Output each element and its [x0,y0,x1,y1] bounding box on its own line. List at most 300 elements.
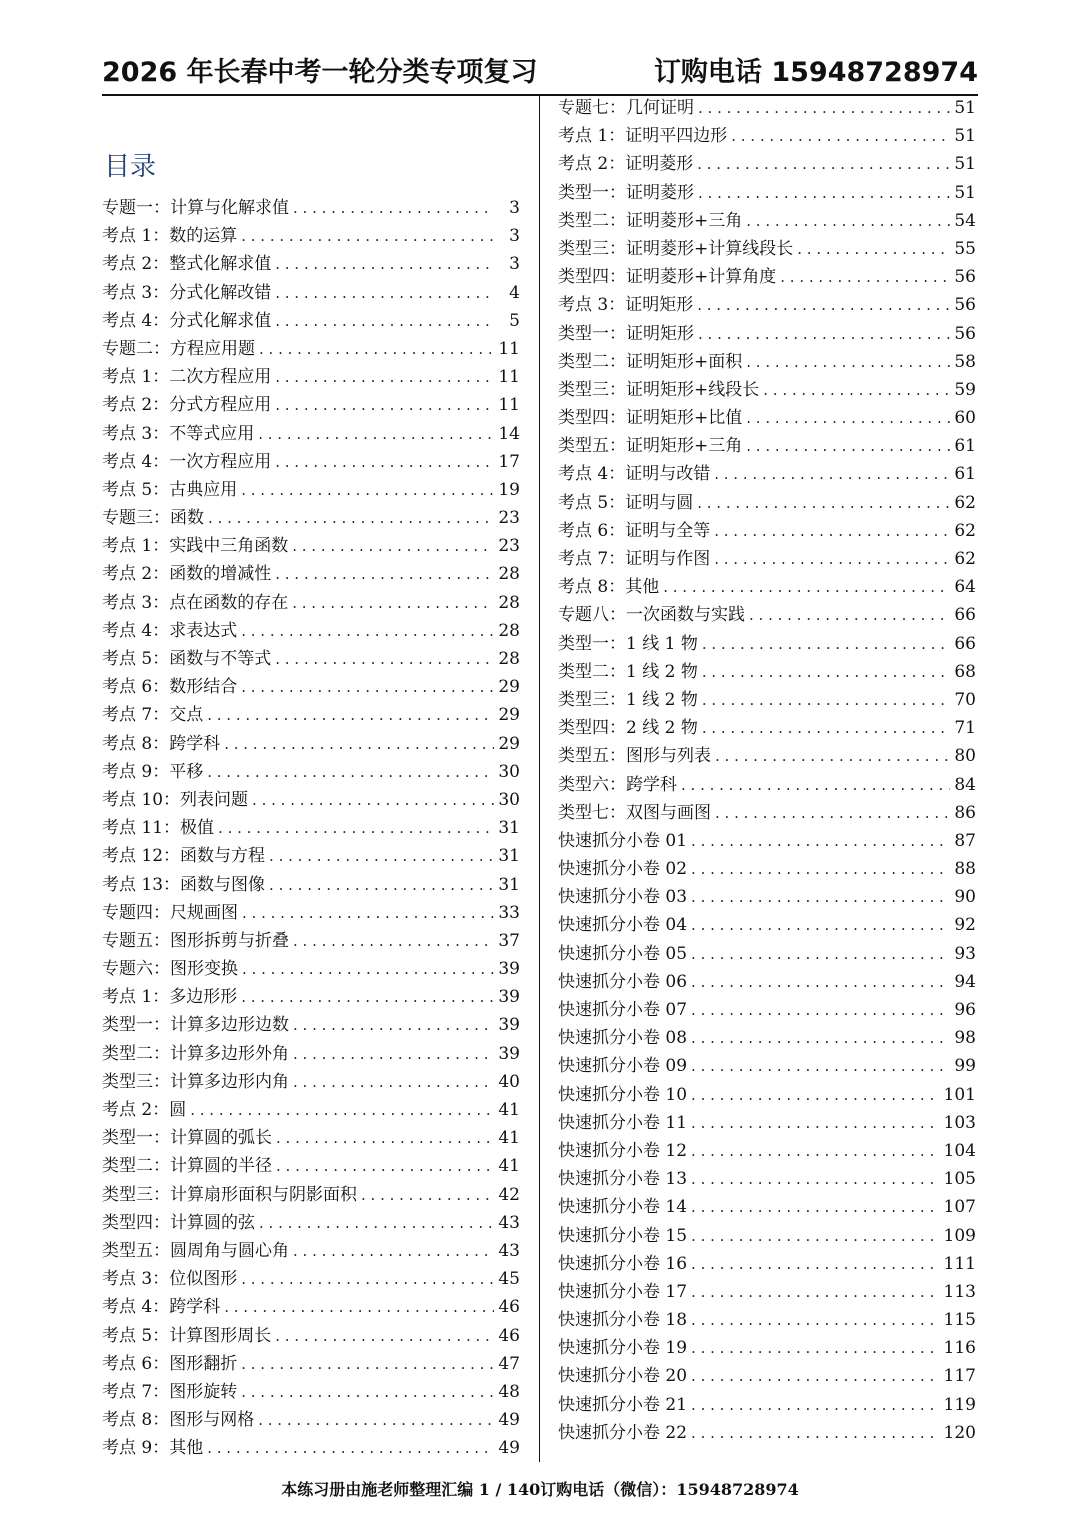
toc-entry[interactable] [102,814,520,842]
toc-entry-page: 30 [498,761,520,782]
toc-entry-label: 快速抓分小卷 08 [558,1028,688,1049]
dot-leader [275,645,494,673]
toc-entry-page: 92 [954,915,976,936]
dot-leader [691,855,950,883]
dot-leader [691,940,950,968]
toc-entry-page: 107 [943,1197,976,1218]
toc-entry-label: 考点 11：极值 [102,818,215,839]
dot-leader [241,673,494,701]
toc-entry[interactable] [558,235,976,263]
toc-entry-page: 66 [954,605,976,626]
dot-leader [698,320,950,348]
toc-entry-label: 快速抓分小卷 15 [558,1225,688,1246]
dot-leader [252,786,494,814]
dot-leader [258,420,494,448]
toc-entry-page: 30 [498,789,520,810]
toc-entry[interactable] [558,348,976,376]
toc-entry-label: 考点 4：跨学科 [102,1297,221,1318]
toc-entry[interactable] [558,179,976,207]
dot-leader [293,194,494,222]
toc-entry-page: 47 [498,1353,520,1374]
toc-entry-label: 考点 4：证明与改错 [558,464,711,485]
dot-leader [361,1181,494,1209]
toc-entry[interactable] [102,560,520,588]
toc-entry-page: 48 [498,1381,520,1402]
toc-entry-label: 考点 2：证明菱形 [558,154,694,175]
toc-entry-page: 29 [498,705,520,726]
toc-entry[interactable] [558,1391,976,1419]
toc-entry[interactable] [558,630,976,658]
toc-entry[interactable] [102,645,520,673]
dot-leader [241,476,494,504]
toc-entry-label: 考点 1：实践中三角函数 [102,536,289,557]
dot-leader [242,955,494,983]
toc-entry-label: 考点 3：点在函数的存在 [102,592,289,613]
toc-entry-label: 类型二：计算多边形外角 [102,1043,289,1064]
toc-entry[interactable] [102,871,520,899]
toc-entry-label: 快速抓分小卷 13 [558,1169,688,1190]
toc-entry-label: 类型四：证明菱形+计算角度 [558,267,777,288]
toc-entry-page: 31 [498,846,520,867]
toc-entry-page: 94 [954,971,976,992]
dot-leader [241,617,494,645]
toc-entry[interactable] [558,601,976,629]
toc-entry[interactable] [558,1165,976,1193]
toc-entry-page: 41 [498,1128,520,1149]
order-phone: 订购电话 15948728974 [653,57,978,88]
toc-entry-label: 考点 4：分式化解求值 [102,310,272,331]
toc-entry-label: 考点 1：二次方程应用 [102,367,272,388]
dot-leader [293,1068,494,1096]
toc-entry[interactable] [558,320,976,348]
toc-entry-page: 39 [498,1043,520,1064]
toc-entry[interactable] [558,122,976,150]
dot-leader [715,742,950,770]
toc-entry-page: 62 [954,549,976,569]
toc-entry-label: 类型三：计算多边形内角 [102,1071,289,1092]
toc-entry-page: 23 [498,508,520,529]
toc-entry[interactable] [102,842,520,870]
toc-entry[interactable] [102,927,520,955]
dot-leader [691,1137,940,1165]
toc-entry[interactable] [102,589,520,617]
toc-entry-page: 71 [954,718,976,739]
toc-entry-page: 111 [943,1253,976,1274]
dot-leader [190,1096,494,1124]
toc-entry-page: 37 [498,930,520,951]
toc-right-column [558,94,976,1447]
toc-entry-page: 99 [954,1056,976,1077]
toc-entry[interactable] [558,1362,976,1390]
toc-entry[interactable] [102,1350,520,1378]
toc-entry-page: 28 [498,592,520,613]
toc-entry-label: 类型五：证明矩形+三角 [558,436,743,457]
toc-entry-page: 51 [954,98,976,118]
toc-entry-label: 类型三：证明菱形+计算线段长 [558,238,794,259]
toc-entry-label: 考点 13：函数与图像 [102,874,266,895]
toc-entry-label: 快速抓分小卷 01 [558,830,688,851]
toc-entry-label: 考点 5：计算图形周长 [102,1325,272,1346]
toc-entry[interactable] [102,222,520,250]
toc-entry-page: 105 [943,1169,976,1190]
toc-entry-page: 113 [943,1281,976,1302]
toc-entry-page: 39 [498,987,520,1008]
toc-entry-page: 104 [943,1140,976,1161]
toc-entry[interactable] [102,1181,520,1209]
toc-entry[interactable] [558,545,976,573]
dot-leader [714,517,950,545]
toc-entry[interactable] [558,855,976,883]
toc-entry[interactable] [102,194,520,222]
dot-leader [691,911,950,939]
toc-entry-label: 类型四：计算圆的弦 [102,1212,255,1233]
toc-entry-label: 考点 2：分式方程应用 [102,395,272,416]
toc-entry-label: 快速抓分小卷 11 [558,1112,688,1133]
toc-entry[interactable] [558,799,976,827]
toc-entry-label: 考点 1：数的运算 [102,226,238,247]
toc-entry-page: 56 [954,267,976,288]
toc-entry[interactable] [102,307,520,335]
toc-entry[interactable] [558,489,976,517]
toc-entry[interactable] [102,1011,520,1039]
dot-leader [241,222,494,250]
toc-entry[interactable] [102,701,520,729]
toc-entry-label: 考点 8：其他 [558,577,660,598]
dot-leader [691,1250,940,1278]
toc-entry-label: 类型三：计算扇形面积与阴影面积 [102,1184,357,1205]
toc-entry-label: 快速抓分小卷 05 [558,943,688,964]
toc-entry[interactable] [102,476,520,504]
toc-entry-label: 类型一：计算多边形边数 [102,1015,289,1036]
toc-entry[interactable] [102,730,520,758]
toc-entry[interactable] [558,432,976,460]
dot-leader [207,701,494,729]
dot-leader [691,1334,940,1362]
dot-leader [746,432,950,460]
toc-entry-page: 11 [498,338,520,359]
dot-leader [241,1265,494,1293]
toc-entry-label: 类型五：图形与列表 [558,746,711,767]
toc-entry[interactable] [558,460,976,488]
dot-leader [691,1052,950,1080]
toc-entry[interactable] [102,250,520,278]
toc-entry[interactable] [558,376,976,404]
toc-entry-page: 90 [954,887,976,908]
toc-entry[interactable] [102,1152,520,1180]
dot-leader [697,150,950,178]
toc-entry-page: 61 [954,464,976,485]
toc-entry[interactable] [558,1109,976,1137]
toc-entry-label: 类型三：1 线 2 物 [558,689,698,710]
toc-entry[interactable] [558,1250,976,1278]
toc-entry[interactable] [558,1081,976,1109]
toc-entry[interactable] [558,911,976,939]
toc-entry-page: 103 [943,1112,976,1133]
toc-entry[interactable] [558,686,976,714]
toc-entry-page: 64 [954,577,976,598]
dot-leader [242,899,494,927]
dot-leader [691,883,950,911]
dot-leader [224,1293,494,1321]
dot-leader [275,363,494,391]
toc-entry[interactable] [102,1434,520,1462]
toc-entry-label: 专题三：函数 [102,508,204,529]
toc-entry[interactable] [558,658,976,686]
toc-entry[interactable] [102,786,520,814]
dot-leader [293,1011,494,1039]
toc-entry-page: 31 [498,818,520,839]
toc-entry-page: 41 [498,1100,520,1120]
toc-entry[interactable] [102,504,520,532]
dot-leader [691,1391,940,1419]
dot-leader [275,1322,494,1350]
toc-entry[interactable] [558,1024,976,1052]
dot-leader [218,814,494,842]
toc-entry[interactable] [102,448,520,476]
toc-entry[interactable] [558,207,976,235]
toc-entry-label: 考点 3：分式化解改错 [102,282,272,303]
dot-leader [275,250,494,278]
toc-entry-label: 专题一：计算与化解求值 [102,198,289,218]
toc-entry[interactable] [558,1419,976,1447]
toc-entry-page: 23 [498,536,520,557]
toc-entry[interactable] [102,1265,520,1293]
toc-entry-label: 快速抓分小卷 19 [558,1338,688,1359]
dot-leader [702,686,950,714]
toc-entry-label: 考点 9：其他 [102,1438,204,1459]
dot-leader [275,560,494,588]
toc-entry-page: 88 [954,859,976,880]
dot-leader [746,348,950,376]
toc-entry-label: 快速抓分小卷 18 [558,1310,688,1331]
toc-entry-label: 考点 5：函数与不等式 [102,649,272,669]
toc-entry-page: 55 [954,238,976,259]
toc-entry[interactable] [558,996,976,1024]
toc-entry[interactable] [558,291,976,319]
toc-entry-page: 46 [498,1297,520,1318]
toc-entry-label: 类型二：证明菱形+三角 [558,210,743,231]
toc-entry[interactable] [102,1406,520,1434]
toc-entry-label: 快速抓分小卷 14 [558,1197,688,1218]
dot-leader [698,179,950,207]
toc-entry-label: 类型二：计算圆的半径 [102,1156,272,1177]
toc-entry-page: 115 [943,1310,976,1331]
toc-entry-label: 考点 3：不等式应用 [102,423,255,444]
toc-entry-page: 43 [498,1212,520,1233]
toc-entry[interactable] [558,573,976,601]
dot-leader [275,279,494,307]
toc-entry[interactable] [558,1334,976,1362]
toc-entry-page: 45 [498,1269,520,1290]
toc-entry[interactable] [102,1237,520,1265]
toc-entry-page: 28 [498,564,520,585]
toc-entry-label: 考点 6：数形结合 [102,677,238,698]
toc-entry-page: 39 [498,959,520,980]
toc-entry[interactable] [102,1068,520,1096]
dot-leader [780,263,950,291]
toc-entry-page: 31 [498,874,520,895]
toc-entry[interactable] [102,1378,520,1406]
toc-entry-label: 快速抓分小卷 04 [558,915,688,936]
toc-entry[interactable] [558,404,976,432]
dot-leader [293,927,494,955]
toc-entry[interactable] [558,827,976,855]
toc-entry-label: 考点 7：证明与作图 [558,549,711,569]
toc-entry-page: 41 [498,1156,520,1177]
toc-entry-page: 80 [954,746,976,767]
toc-entry-label: 快速抓分小卷 20 [558,1366,688,1387]
toc-entry[interactable] [102,1322,520,1350]
toc-entry-label: 考点 10：列表问题 [102,789,249,810]
dot-leader [691,968,950,996]
toc-entry-label: 快速抓分小卷 03 [558,887,688,908]
toc-entry-page: 5 [509,310,520,331]
toc-entry-page: 29 [498,733,520,754]
toc-entry-label: 考点 8：跨学科 [102,733,221,754]
toc-entry[interactable] [558,263,976,291]
dot-leader [749,601,950,629]
toc-entry[interactable] [558,1222,976,1250]
toc-entry[interactable] [102,758,520,786]
toc-entry-page: 119 [943,1394,976,1415]
toc-entry[interactable] [102,1096,520,1124]
dot-leader [746,207,950,235]
toc-entry-label: 快速抓分小卷 02 [558,859,688,880]
toc-entry-page: 116 [943,1338,976,1359]
toc-entry-label: 快速抓分小卷 09 [558,1056,688,1077]
toc-entry-page: 51 [954,126,976,147]
toc-entry[interactable] [102,279,520,307]
toc-entry-label: 类型一：1 线 1 物 [558,633,698,654]
dot-leader [293,1237,494,1265]
toc-entry[interactable] [102,335,520,363]
dot-leader [241,983,494,1011]
toc-entry-page: 62 [954,492,976,513]
toc-entry[interactable] [102,532,520,560]
toc-entry-label: 考点 2：圆 [102,1100,187,1120]
toc-entry[interactable] [102,391,520,419]
toc-entry[interactable] [102,1293,520,1321]
toc-entry[interactable] [558,1278,976,1306]
toc-entry-label: 类型二：证明矩形+面积 [558,351,743,372]
toc-entry-label: 类型三：证明矩形+线段长 [558,379,760,400]
toc-entry[interactable] [558,1137,976,1165]
toc-entry-page: 39 [498,1015,520,1036]
dot-leader [746,404,950,432]
toc-entry-page: 17 [498,451,520,472]
toc-entry-page: 54 [954,210,976,231]
dot-leader [208,504,494,532]
toc-entry[interactable] [558,1306,976,1334]
toc-entry-page: 56 [954,323,976,344]
dot-leader [691,1419,940,1447]
toc-entry-label: 考点 9：平移 [102,761,204,782]
toc-entry-label: 考点 6：图形翻折 [102,1353,238,1374]
toc-entry-page: 59 [954,379,976,400]
toc-entry-page: 3 [509,226,520,247]
toc-entry-page: 46 [498,1325,520,1346]
toc-entry[interactable] [102,1124,520,1152]
toc-entry-page: 49 [498,1410,520,1431]
toc-entry[interactable] [102,1209,520,1237]
toc-entry-page: 61 [954,436,976,457]
toc-entry-page: 19 [498,479,520,500]
dot-leader [763,376,950,404]
toc-entry-label: 类型二：1 线 2 物 [558,661,698,682]
dot-leader [258,1406,494,1434]
toc-left-column [102,194,520,1462]
toc-entry-page: 58 [954,351,976,372]
toc-entry-label: 专题四：尺规画图 [102,902,238,923]
toc-entry[interactable] [558,94,976,122]
toc-entry-label: 考点 2：函数的增减性 [102,564,272,585]
toc-entry[interactable] [558,517,976,545]
toc-entry-label: 类型六：跨学科 [558,774,677,795]
toc-entry-page: 98 [954,1028,976,1049]
toc-entry[interactable] [102,1040,520,1068]
toc-entry[interactable] [102,363,520,391]
toc-entry-label: 考点 1：多边形形 [102,987,238,1008]
toc-entry[interactable] [558,1193,976,1221]
toc-entry[interactable] [558,771,976,799]
toc-entry[interactable] [558,940,976,968]
toc-entry-label: 考点 6：证明与全等 [558,520,711,541]
toc-entry-page: 117 [943,1366,976,1387]
toc-entry-label: 考点 12：函数与方程 [102,846,266,867]
dot-leader [292,532,494,560]
toc-entry-page: 3 [509,198,520,218]
toc-entry[interactable] [558,742,976,770]
toc-entry[interactable] [558,714,976,742]
toc-entry-page: 56 [954,295,976,316]
dot-leader [207,1434,494,1462]
toc-entry-page: 70 [954,689,976,710]
toc-entry[interactable] [558,883,976,911]
toc-entry-page: 60 [954,408,976,429]
toc-entry-label: 快速抓分小卷 17 [558,1281,688,1302]
toc-entry-page: 87 [954,830,976,851]
dot-leader [691,1024,950,1052]
toc-entry-page: 51 [954,182,976,203]
toc-entry[interactable] [102,420,520,448]
dot-leader [275,391,494,419]
toc-entry-page: 11 [498,395,520,416]
dot-leader [207,758,494,786]
toc-entry[interactable] [558,1052,976,1080]
dot-leader [702,658,950,686]
dot-leader [702,714,950,742]
toc-entry-label: 类型七：双图与画图 [558,802,711,823]
toc-entry[interactable] [102,983,520,1011]
dot-leader [275,448,494,476]
toc-entry-page: 84 [954,774,976,795]
toc-entry-page: 3 [509,254,520,275]
toc-entry-label: 考点 5：证明与圆 [558,492,694,513]
toc-entry-label: 类型一：计算圆的弧长 [102,1128,272,1149]
toc-entry[interactable] [558,968,976,996]
toc-entry[interactable] [102,899,520,927]
toc-heading: 目录 [104,152,157,182]
toc-entry-page: 68 [954,661,976,682]
toc-entry[interactable] [558,150,976,178]
toc-entry[interactable] [102,673,520,701]
dot-leader [691,1362,940,1390]
toc-entry-label: 类型五：圆周角与圆心角 [102,1240,289,1261]
toc-entry-label: 考点 7：交点 [102,705,204,726]
toc-entry[interactable] [102,955,520,983]
toc-entry[interactable] [102,617,520,645]
document-title: 2026 年长春中考一轮分类专项复习 [102,57,538,88]
